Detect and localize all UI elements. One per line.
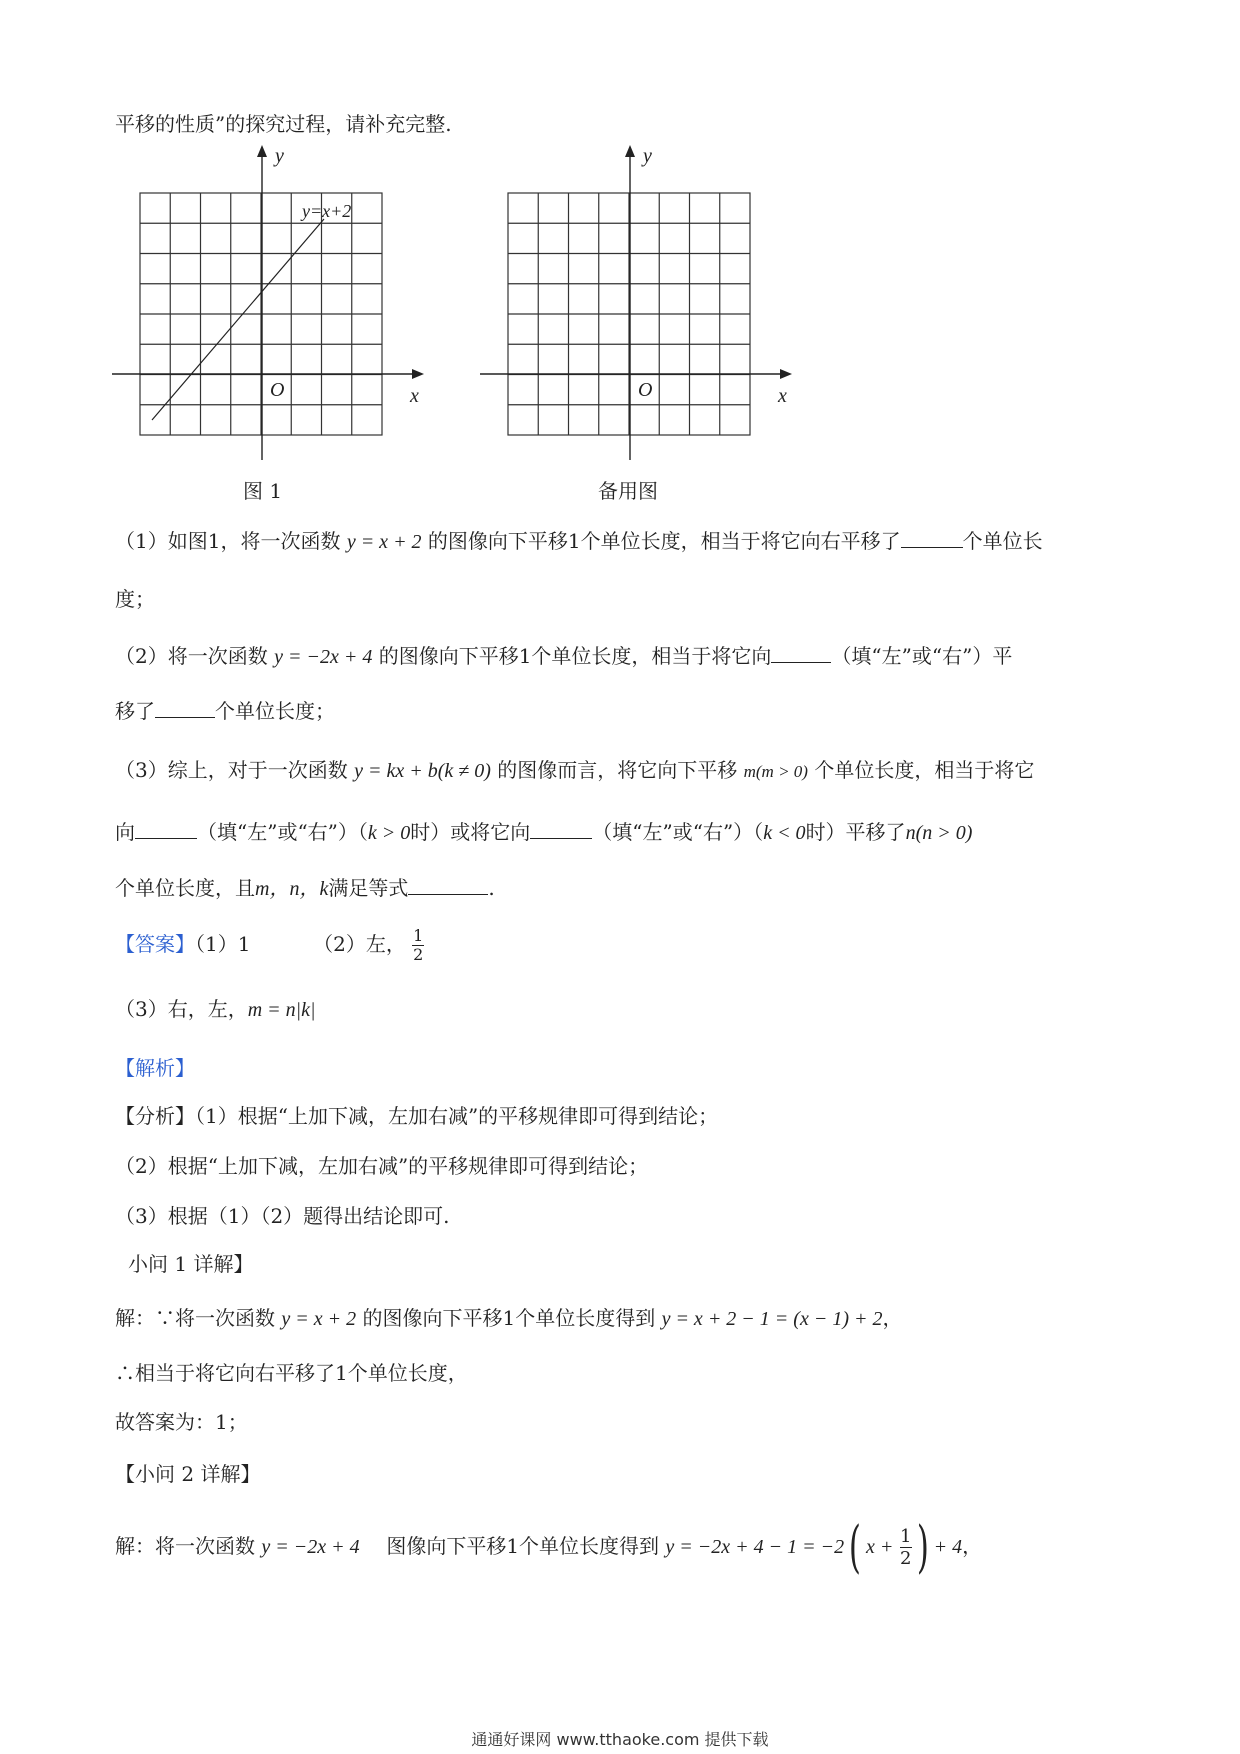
y-axis-arrow: [625, 145, 635, 157]
solution-2: 解：将一次函数 y = −2x + 4 图像向下平移1个单位长度得到 y = −2x + 4 − 1 = −2( x + $\frac{1}{2}$ ) + 4，: [115, 1514, 983, 1580]
answer-blank: [771, 661, 831, 663]
answer-tag: 【答案】: [115, 932, 195, 956]
question-1: （1）如图1，将一次函数 y = x + 2 的图像向下平移1个单位长度，相当于将它向右平移了 个单位长: [115, 529, 1043, 553]
solution-1-answer: 故答案为：1；: [115, 1410, 248, 1434]
answer-line-3: （3）右，左，m = n|k|: [115, 997, 316, 1021]
analysis-1: 【分析】（1）根据“上加下减，左加右减”的平移规律即可得到结论；: [115, 1104, 719, 1128]
question-3-cont: 向 （填“左”或“右”）（k > 0时）或将它向 （填“左”或“右”）（k < 0时）平移了n(n > 0): [115, 820, 973, 844]
figure-1-caption: 图 1: [243, 479, 283, 503]
answer-blank: [901, 546, 963, 548]
footer: 通通好课网 www.tthaoke.com 提供下载: [471, 1730, 769, 1749]
y-axis-arrow: [257, 145, 267, 157]
function-line: [152, 219, 324, 420]
line-label: y=x+2: [302, 201, 352, 221]
question-3-cont2: 个单位长度，且m，n，k满足等式 .: [115, 876, 495, 900]
analysis-2: （2）根据“上加下减，左加右减”的平移规律即可得到结论；: [115, 1154, 649, 1178]
question-2: （2）将一次函数 y = −2x + 4 的图像向下平移1个单位长度，相当于将它向 （填“左”或“右”）平: [115, 644, 1013, 668]
answer-blank: [135, 837, 197, 839]
fraction: $\frac{1}{2}$: [900, 1526, 912, 1569]
x-axis-arrow: [412, 369, 424, 379]
subquestion-1-header: 小问 1 详解】: [128, 1252, 254, 1276]
x-label: x: [410, 385, 419, 407]
y-label: y: [643, 145, 652, 167]
figure-2-caption: 备用图: [598, 479, 658, 503]
question-1-cont: 度；: [115, 587, 155, 611]
x-axis-arrow: [780, 369, 792, 379]
solution-1: 解：∵将一次函数 y = x + 2 的图像向下平移1个单位长度得到 y = x + 2 − 1 = (x − 1) + 2，: [115, 1306, 903, 1330]
answer-blank: [530, 837, 592, 839]
y-label: y: [275, 145, 284, 167]
origin-label: O: [638, 379, 653, 401]
question-3: （3）综上，对于一次函数 y = kx + b(k ≠ 0) 的图像而言，将它向下平移 m(m > 0) 个单位长度，相当于将它: [115, 758, 1035, 782]
fraction: $\frac{1}{2}$: [413, 926, 424, 964]
subquestion-2-header: 【小问 2 详解】: [115, 1462, 261, 1486]
origin-label: O: [270, 379, 285, 401]
analysis-header: 【解析】: [115, 1056, 195, 1080]
grid: [140, 193, 382, 435]
figure-1-graph: [112, 140, 432, 470]
answer-blank: [155, 716, 215, 718]
analysis-3: （3）根据（1）（2）题得出结论即可.: [115, 1204, 450, 1228]
answer-line: 【答案】（1）1 （2）左， $\frac{1}{2}$: [115, 926, 424, 964]
x-label: x: [778, 385, 787, 407]
question-2-cont: 移了 个单位长度；: [115, 699, 335, 723]
answer-blank: [408, 893, 488, 895]
intro-text: 平移的性质”的探究过程，请补充完整.: [115, 112, 452, 136]
solution-1-cont: ∴相当于将它向右平移了1个单位长度，: [115, 1361, 468, 1385]
figure-2-graph: [480, 140, 800, 470]
